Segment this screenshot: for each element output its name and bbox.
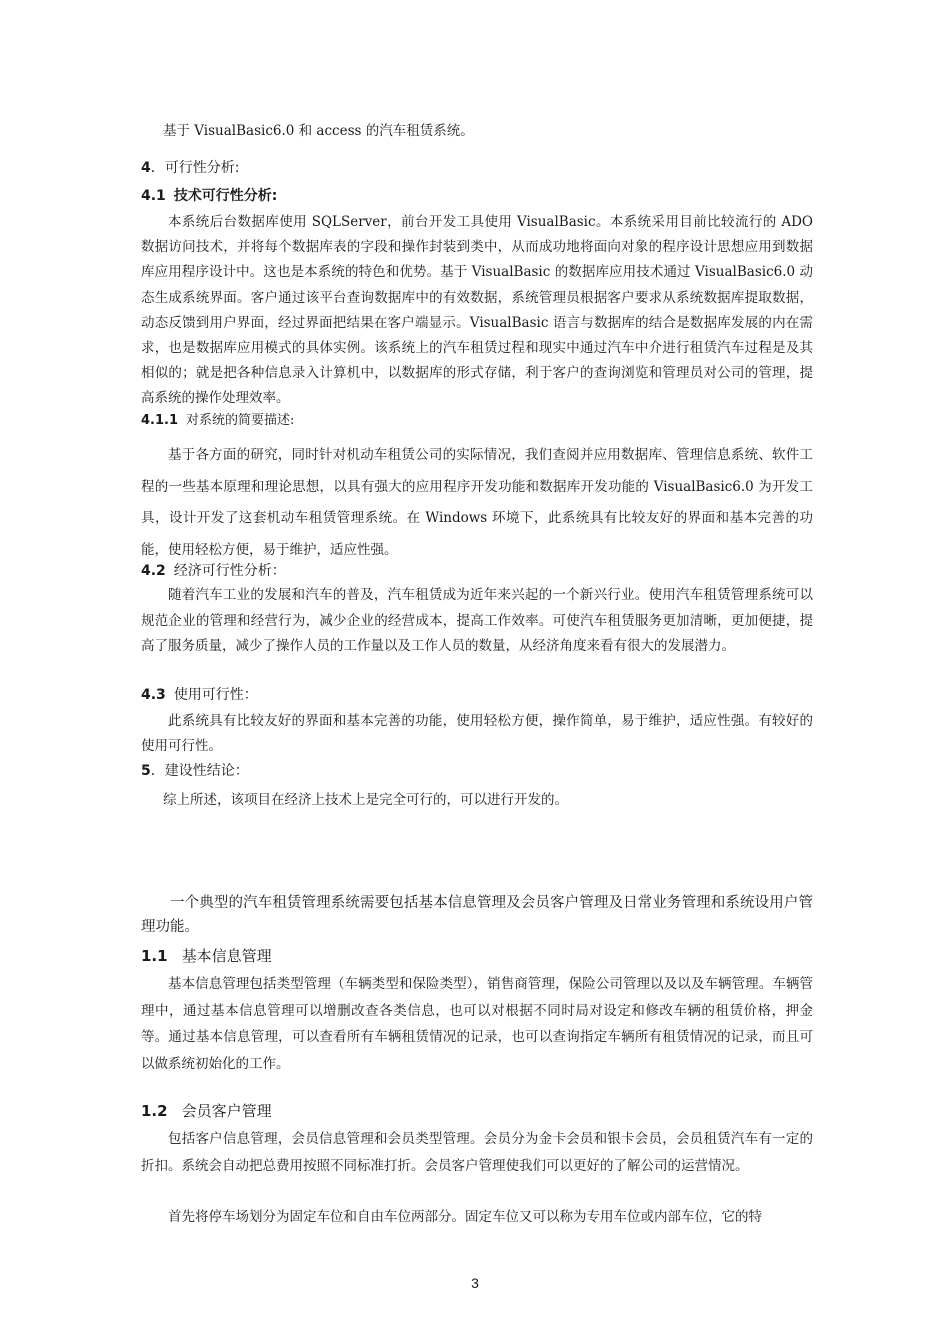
heading-1-1: [141, 945, 813, 967]
heading-4-1: [141, 186, 813, 206]
paragraph-4-3: 此系统具有比较友好的界面和基本完善的功能，使用轻松方便，操作简单，易于维护，适应性强。有较好的使用可行性。: [141, 713, 813, 754]
heading-4-3: [141, 685, 813, 705]
heading-title: 会员客户管理: [181, 1102, 272, 1120]
paragraph-4-2: 随着汽车工业的发展和汽车的普及，汽车租赁成为近年来兴起的一个新兴行业。使用汽车租赁管理系统可以规范企业的管理和经营行为，减少企业的经营成本，提高工作效率。可使汽车租赁服务更加清晰，更加便捷，提高了服务质量，减少了操作人员的工作量以及工作人员的数量，从经济角度来看有很大的发展潜力。: [141, 587, 813, 654]
heading-number: 4.2: [141, 563, 166, 579]
heading-title: 对系统的简要描述:: [186, 413, 295, 428]
paragraph-5: 综上所述，该项目在经济上技术上是完全可行的，可以进行开发的。: [163, 792, 568, 808]
heading-number: 4: [141, 160, 151, 176]
heading-title: 经济可行性分析：: [173, 563, 286, 579]
page-number: 3: [471, 1275, 479, 1291]
heading-number: 4.1.1: [141, 413, 179, 428]
paragraph-4-1-1: 基于各方面的研究，同时针对机动车租赁公司的实际情况，我们查阅并应用数据库、管理信息系统、软件工程的一些基本原理和理论思想，以具有强大的应用程序开发功能和数据库开发功能的 VisualBasic6.0 为开发工具，设计开发了这套机动车租赁管理系统。在 Windows 环境下，此系统具有比较友好的界面和基本完善的功能，使用轻松方便，易于维护，适应性强。: [141, 447, 813, 558]
heading-title: ．建设性结论：: [150, 763, 249, 779]
heading-number: 4.3: [141, 687, 166, 703]
heading-number: 4.1: [141, 188, 166, 204]
paragraph-1-1: 基本信息管理包括类型管理（车辆类型和保险类型），销售商管理，保险公司管理以及以及车辆管理。车辆管理中，通过基本信息管理可以增删改查各类信息，也可以对根据不同时局对设定和修改车辆的租赁价格，押金等。通过基本信息管理，可以查看所有车辆租赁情况的记录，也可以查询指定车辆所有租赁情况的记录，而且可以做系统初始化的工作。: [141, 976, 813, 1072]
heading-title: 使用可行性：: [173, 687, 258, 703]
heading-number: 1.2: [141, 1102, 168, 1120]
heading-5: [141, 761, 813, 781]
heading-4-1-1: [141, 411, 813, 431]
heading-number: 5: [141, 763, 151, 779]
paragraph-1-2a: 包括客户信息管理，会员信息管理和会员类型管理。会员分为金卡会员和银卡会员，会员租赁汽车有一定的折扣。系统会自动把总费用按照不同标准打折。会员客户管理使我们可以更好的了解公司的运营情况。: [141, 1131, 813, 1174]
paragraph-1-2b: 首先将停车场划分为固定车位和自由车位两部分。固定车位又可以称为专用车位或内部车位，它的特: [168, 1209, 762, 1225]
heading-4-2: [141, 561, 813, 581]
paragraph-4-1: 本系统后台数据库使用 SQLServer，前台开发工具使用 VisualBasic。本系统采用目前比较流行的 ADO 数据访问技术，并将每个数据库表的字段和操作封装到类中，从而成功地将面向对象的程序设计思想应用到数据库应用程序设计中。这也是本系统的特色和优势。基于 VisualBasic 的数据库应用技术通过 VisualBasic6.0 动态生成系统界面。客户通过该平台查询数据库中的有效数据，系统管理员根据客户要求从系统数据库提取数据，动态反馈到用户界面，经过界面把结果在客户端显示。VisualBasic 语言与数据库的结合是数据库发展的内在需求，也是数据库应用模式的具体实例。该系统上的汽车租赁过程和现实中通过汽车中介进行租赁汽车过程是及其相似的；就是把各种信息录入计算机中，以数据库的形式存储，利于客户的查询浏览和管理员对公司的管理，提高系统的操作处理效率。: [141, 214, 813, 407]
heading-title: ．可行性分析:: [150, 160, 240, 176]
heading-title: 基本信息管理: [181, 947, 272, 965]
lead-paragraph: 一个典型的汽车租赁管理系统需要包括基本信息管理及会员客户管理及日常业务管理和系统设用户管理功能。: [141, 895, 813, 935]
heading-number: 1.1: [141, 947, 168, 965]
heading-title: 技术可行性分析:: [173, 188, 278, 204]
heading-4: [141, 158, 813, 178]
intro-line: 基于 VisualBasic6.0 和 access 的汽车租赁系统。: [163, 123, 474, 139]
heading-1-2: [141, 1100, 813, 1122]
